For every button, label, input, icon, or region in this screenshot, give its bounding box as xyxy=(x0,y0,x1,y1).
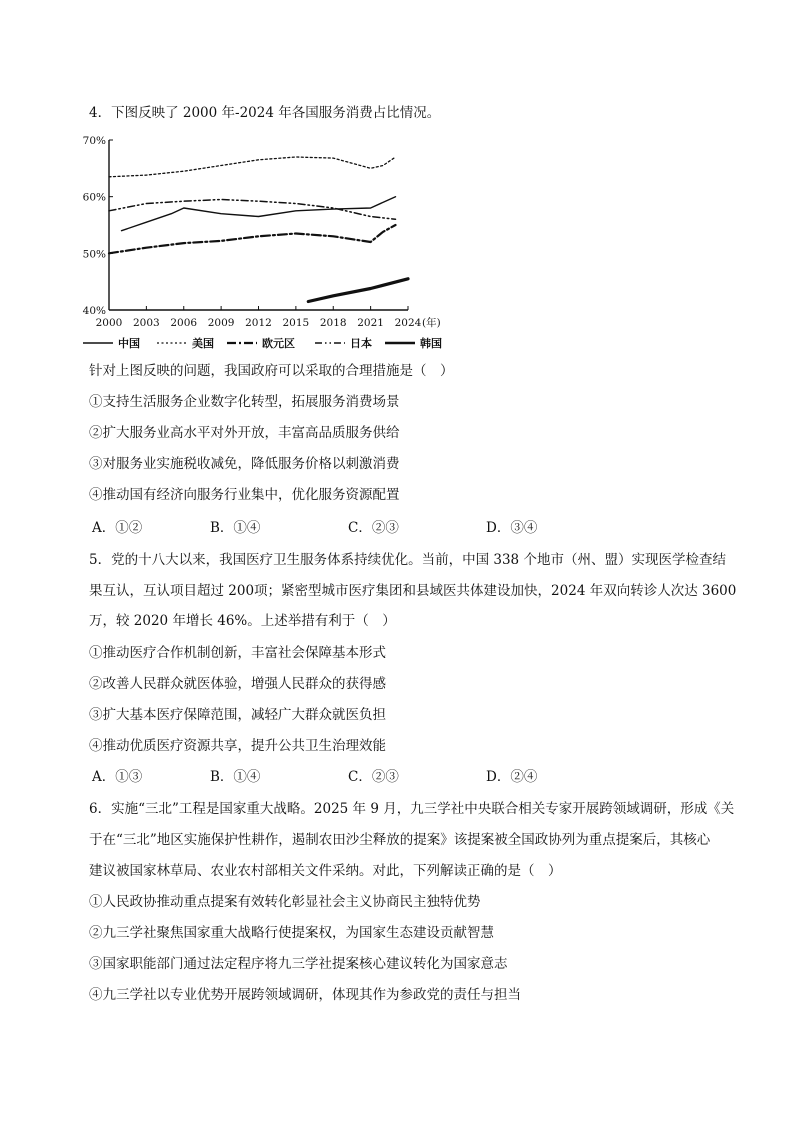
q5-item-3: ③扩大基本医疗保障范围，减轻广大群众就医负担 xyxy=(89,707,386,723)
y-tick-label: 40% xyxy=(82,305,106,317)
q4-option-b[interactable]: B．①④ xyxy=(210,520,261,536)
x-tick-label: 2006 xyxy=(170,317,198,329)
x-tick-label: 2003 xyxy=(133,317,160,329)
plot-area xyxy=(109,140,408,310)
q6-line-1: 6．实施“三北”工程是国家重大战略。2025 年 9 月，九三学社中央联合相关专家开展跨领域调研，形成《关 xyxy=(89,801,735,817)
q5-option-c[interactable]: C．②③ xyxy=(348,769,399,785)
x-tick-label: 2015 xyxy=(282,317,310,329)
x-tick-label: 2009 xyxy=(207,317,235,329)
y-tick-label: 50% xyxy=(82,248,106,261)
q4-stem: 4．下图反映了 2000 年-2024 年各国服务消费占比情况。 xyxy=(89,105,441,121)
series-line-中国 xyxy=(122,197,396,231)
x-tick-label: 2021 xyxy=(357,317,384,329)
q5-item-1: ①推动医疗合作机制创新，丰富社会保障基本形式 xyxy=(89,645,386,661)
series-line-美国 xyxy=(109,157,396,177)
y-tick-label: 60% xyxy=(82,191,106,204)
chart-legend xyxy=(83,336,442,350)
y-tick-label: 70% xyxy=(82,135,106,147)
legend-label-欧元区: 欧元区 xyxy=(262,337,295,350)
x-tick-label: 2000 xyxy=(95,317,123,329)
x-tick-label: 2018 xyxy=(319,317,347,329)
x-axis-unit: (年) xyxy=(422,317,441,329)
q4-item-4: ④推动国有经济向服务行业集中，优化服务资源配置 xyxy=(89,487,400,503)
series-line-欧元区 xyxy=(109,225,396,253)
q4-item-2: ②扩大服务业高水平对外开放，丰富高品质服务供给 xyxy=(89,425,400,441)
q6-item-4: ④九三学社以专业优势开展跨领域调研，体现其作为参政党的责任与担当 xyxy=(89,987,521,1003)
q5-option-b[interactable]: B．①④ xyxy=(210,769,261,785)
q5-option-a[interactable]: A．①③ xyxy=(92,769,143,785)
q4-item-3: ③对服务业实施税收减免，降低服务价格以刺激消费 xyxy=(89,456,400,472)
q5-line-2: 果互认，互认项目超过 200项；紧密型城市医疗集团和县域医共体建设加快，2024 年双向转诊人次达 3600 xyxy=(89,583,737,599)
series-line-韩国 xyxy=(308,279,408,302)
q5-line-3: 万，较 2020 年增长 46%。上述举措有利于（ ） xyxy=(89,613,396,629)
q6-item-3: ③国家职能部门通过法定程序将九三学社提案核心建议转化为国家意志 xyxy=(89,956,508,972)
service-consumption-line-chart xyxy=(75,128,475,358)
q4-option-d[interactable]: D．③④ xyxy=(486,520,538,536)
q6-item-1: ①人民政协推动重点提案有效转化彰显社会主义协商民主独特优势 xyxy=(89,894,481,910)
q4-item-1: ①支持生活服务企业数字化转型，拓展服务消费场景 xyxy=(89,394,400,410)
q5-item-4: ④推动优质医疗资源共享，提升公共卫生治理效能 xyxy=(89,738,386,754)
q5-option-d[interactable]: D．②④ xyxy=(486,769,538,785)
legend-label-韩国: 韩国 xyxy=(420,337,442,350)
legend-label-中国: 中国 xyxy=(118,337,140,350)
q4-question: 针对上图反映的问题，我国政府可以采取的合理措施是（ ） xyxy=(89,363,454,379)
q5-line-1: 5．党的十八大以来，我国医疗卫生服务体系持续优化。当前，中国 338 个地市（州、盟）实现医学检查结 xyxy=(89,552,726,568)
q4-option-a[interactable]: A．①② xyxy=(92,520,143,536)
q6-line-3: 建议被国家林草局、农业农村部相关文件采纳。对此，下列解读正确的是（ ） xyxy=(89,863,562,879)
x-tick-label: 2012 xyxy=(245,317,272,329)
q6-item-2: ②九三学社聚焦国家重大战略行使提案权，为国家生态建设贡献智慧 xyxy=(89,925,494,941)
q5-item-2: ②改善人民群众就医体验，增强人民群众的获得感 xyxy=(89,676,386,692)
q6-line-2: 于在“三北”地区实施保护性耕作，遏制农田沙尘释放的提案》该提案被全国政协列为重点提案后，其核心 xyxy=(89,832,711,848)
x-tick-label: 2024 xyxy=(394,317,422,329)
legend-label-日本: 日本 xyxy=(350,337,372,350)
legend-label-美国: 美国 xyxy=(192,337,214,350)
q4-option-c[interactable]: C．②③ xyxy=(348,520,399,536)
